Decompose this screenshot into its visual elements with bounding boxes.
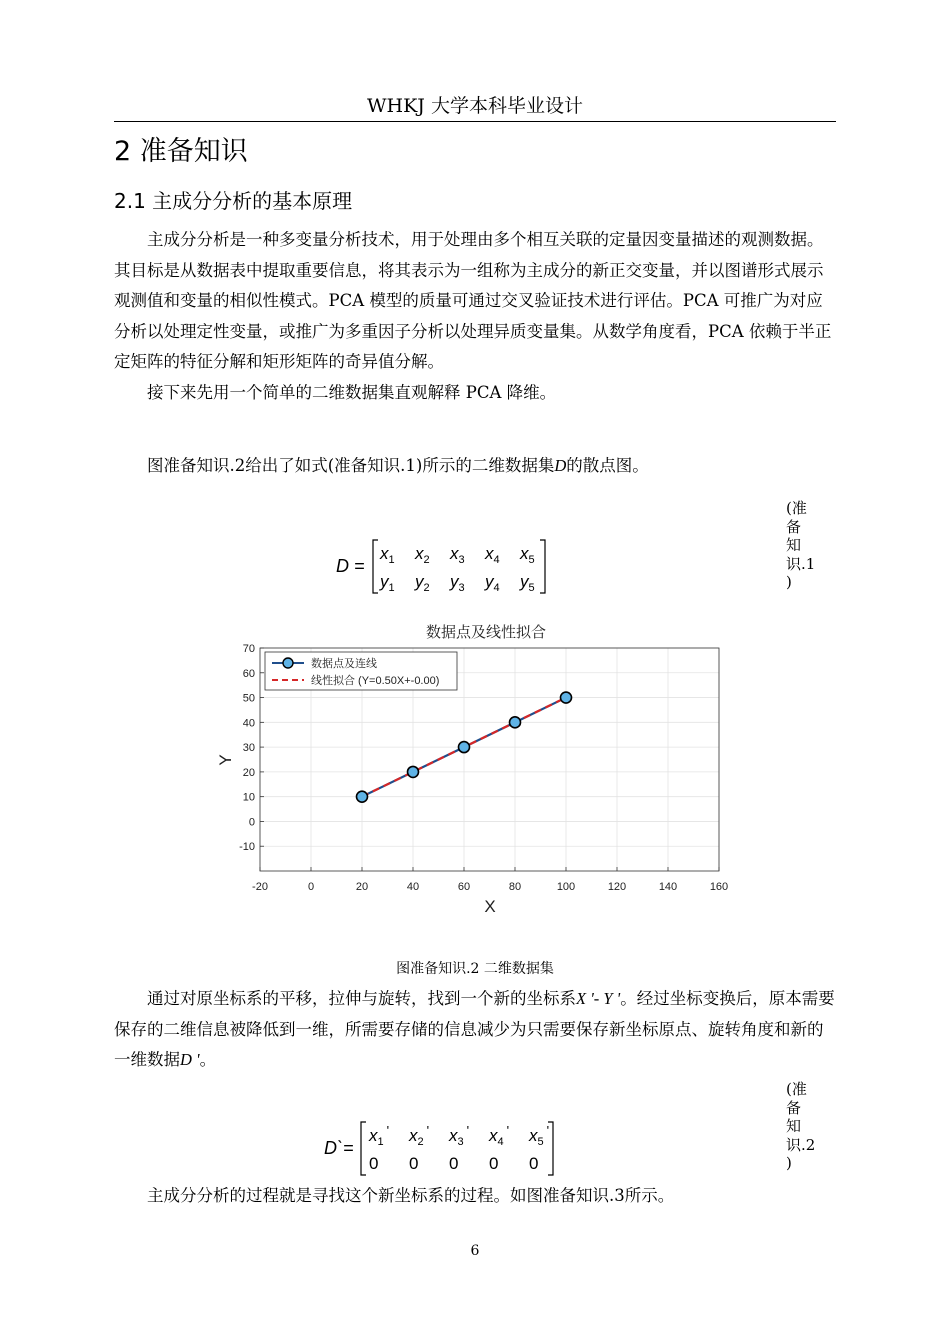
x-tick-label: 0: [307, 881, 315, 893]
y-axis-label: Y: [216, 754, 235, 766]
page-header: [114, 94, 836, 122]
legend-swatch-marker: [283, 658, 293, 668]
variable-d: D: [554, 456, 567, 475]
figure-caption: 图准备知识.2 二维数据集: [396, 961, 554, 977]
matrix-entry: 0: [449, 1154, 459, 1173]
paragraph-4-text-b: 。经过坐标变换后，原本需要保存的二维信息被降低到一维，所需要存储的信息减少为只需要保存新坐标原点、旋转角度和新的一维数据: [114, 989, 835, 1069]
eqno-2-line: ): [786, 1154, 792, 1172]
legend-label: 数据点及连线: [311, 658, 377, 670]
x-tick-label: 100: [556, 881, 576, 893]
matrix-entry: $y_1$: [380, 572, 395, 594]
equation-2: [322, 1117, 562, 1179]
matrix-entry: $x_1$: [380, 544, 395, 566]
y-tick-label: 50: [242, 692, 255, 705]
eqno-1-line: 知: [786, 536, 802, 554]
data-point: [357, 791, 368, 802]
matrix-entry: $y_3$: [450, 572, 465, 594]
equation-1-row-1: [379, 544, 535, 566]
eqno-2-line: 知: [786, 1117, 802, 1135]
paragraph-2: 接下来先用一个简单的二维数据集直观解释 PCA 降维。: [147, 382, 557, 402]
matrix-entry: 0: [529, 1154, 539, 1173]
legend-label: 线性拟合 (Y=0.50X+-0.00): [311, 675, 440, 687]
equation-1-number: [786, 499, 816, 592]
y-tick-label: 40: [242, 717, 255, 730]
equation-2-lhs: D`=: [324, 1138, 354, 1158]
matrix-entry: $x_2'$: [409, 1123, 430, 1148]
matrix-entry: 0: [489, 1154, 499, 1173]
data-point: [459, 742, 470, 753]
x-tick-label: 60: [457, 881, 471, 893]
paragraph-3-text-a: 图准备知识.2给出了如式(准备知识.1)所示的二维数据集: [147, 456, 555, 475]
y-tick-label: 10: [242, 791, 255, 804]
header-title: WHKJ 大学本科毕业设计: [367, 95, 583, 117]
x-axis-label: X: [484, 897, 496, 916]
matrix-entry: $x_3'$: [449, 1123, 470, 1148]
y-tick-label: 30: [242, 742, 255, 755]
x-tick-label: 20: [355, 881, 369, 893]
matrix-entry: $y_4$: [485, 572, 500, 594]
paragraph-1: 主成分分析是一种多变量分析技术，用于处理由多个相互关联的定量因变量描述的观测数据。其目标是从数据表中提取重要信息，将其表示为一组称为主成分的新正交变量，并以图谱形式展示观测值和变量的相似性模式。PCA 模型的质量可通过交叉验证技术进行评估。PCA 可推广为对应分析以处理定性变量，或推广为多重因子分析以处理异质变量集。从数学角度看，PCA 依赖于半正定矩阵的特征分解和矩形矩阵的奇异值分解。: [114, 230, 832, 371]
variable-xy-prime: X '- Y ': [576, 989, 621, 1008]
matrix-entry: $x_4'$: [489, 1123, 510, 1148]
paragraph-4-text-a: 通过对原坐标系的平移，拉伸与旋转，找到一个新的坐标系: [147, 989, 576, 1008]
x-tick-label: -20: [252, 881, 268, 893]
x-tick-label: 120: [607, 881, 627, 893]
matrix-entry: $x_1'$: [369, 1123, 390, 1148]
x-tick-label: 80: [508, 881, 522, 893]
eqno-1-line: ): [786, 573, 792, 591]
matrix-entry: 0: [409, 1154, 419, 1173]
y-tick-label: 20: [242, 766, 255, 779]
matrix-entry: $x_3$: [450, 544, 465, 566]
x-tick-label: 40: [406, 881, 420, 893]
eqno-2-line: 识.2: [786, 1135, 816, 1154]
page-number: 6: [470, 1243, 480, 1259]
equation-2-number: [786, 1080, 816, 1173]
matrix-entry: $y_5$: [520, 572, 535, 594]
eqno-1-line: (准: [786, 499, 807, 517]
eqno-1-line: 识.1: [786, 554, 816, 573]
body-text-3: [114, 984, 836, 1076]
equation-2-row-1: [368, 1123, 549, 1148]
y-tick-label: 70: [242, 643, 255, 655]
matrix-entry: 0: [369, 1154, 379, 1173]
x-tick-label: 140: [658, 881, 678, 893]
eqno-2-line: (准: [786, 1080, 807, 1098]
equation-1: [330, 535, 560, 597]
body-text-4: [114, 1181, 836, 1212]
matrix-entry: $x_2$: [415, 544, 430, 566]
x-tick-label: 160: [709, 881, 729, 893]
matrix-entry: $x_4$: [485, 544, 500, 566]
variable-d-prime: D ': [180, 1050, 200, 1069]
equation-1-lhs: D =: [336, 556, 365, 576]
y-tick-label: -10: [239, 841, 255, 854]
matrix-entry: $x_5$: [520, 544, 535, 566]
paragraph-3-text-b: 的散点图。: [566, 456, 649, 475]
equation-1-row-2: [379, 572, 535, 594]
y-tick-label: 60: [242, 667, 255, 680]
scatter-line-chart: [215, 620, 735, 920]
data-point: [561, 692, 572, 703]
section-title: 2.1 主成分分析的基本原理: [114, 189, 353, 213]
y-tick-label: 0: [248, 816, 255, 829]
data-point: [510, 717, 521, 728]
eqno-2-line: 备: [786, 1098, 802, 1117]
chart-legend: [265, 652, 457, 690]
body-text-2: [114, 451, 836, 482]
matrix-entry: $x_5'$: [529, 1123, 550, 1148]
chapter-title: 2 准备知识: [114, 136, 248, 167]
body-text-1: [114, 225, 836, 408]
chart-title: 数据点及线性拟合: [425, 624, 547, 641]
paragraph-4-text-c: 。: [199, 1050, 217, 1069]
paragraph-3: [114, 451, 836, 482]
data-point: [408, 766, 419, 777]
eqno-1-line: 备: [786, 517, 802, 536]
paragraph-5: 主成分分析的过程就是寻找这个新坐标系的过程。如图准备知识.3所示。: [147, 1186, 675, 1205]
paragraph-4: [114, 984, 836, 1076]
matrix-entry: $y_2$: [415, 572, 430, 594]
equation-2-row-2: [369, 1154, 538, 1173]
